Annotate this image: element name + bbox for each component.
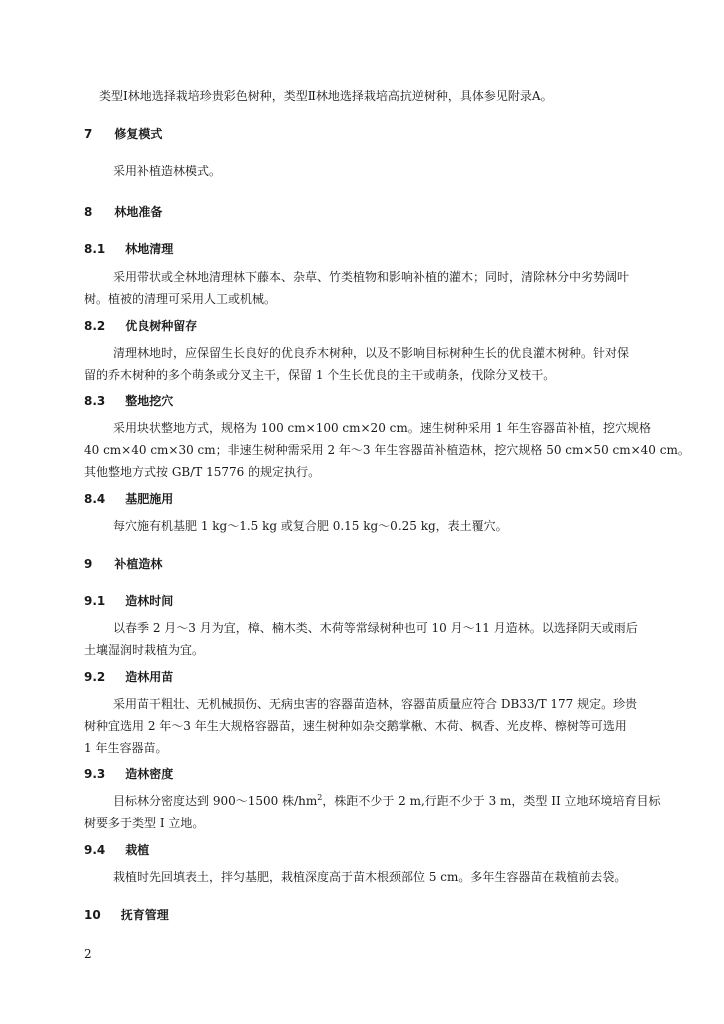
paragraph-8-3-line: 其他整地方式按 GB/T 15776 的规定执行。 <box>84 465 321 479</box>
section-title: 造林密度 <box>125 767 174 781</box>
section-title: 基肥施用 <box>125 492 174 506</box>
section-number: 9.2 <box>84 670 106 684</box>
section-title: 补植造林 <box>114 557 163 571</box>
section-number: 7 <box>84 127 93 141</box>
section-8-1-heading <box>84 241 173 257</box>
section-number: 8.2 <box>84 319 106 333</box>
section-number: 9.1 <box>84 594 106 608</box>
section-8-4-heading <box>84 491 173 507</box>
section-9-1-heading <box>84 593 173 609</box>
section-8-3-heading <box>84 393 173 409</box>
section-number: 8.4 <box>84 492 106 506</box>
section-10-heading <box>84 907 169 923</box>
section-title: 优良树种留存 <box>125 319 198 333</box>
section-number: 9 <box>84 557 93 571</box>
section-title: 林地准备 <box>114 205 163 219</box>
paragraph-9-3-line: 树要多于类型 I 立地。 <box>84 816 205 830</box>
paragraph-9-2-line: 树种宜选用 2 年～3 年生大规格容器苗，速生树种如杂交鹅掌楸、木荷、枫香、光皮桦、檫树等可选用 <box>84 719 627 733</box>
paragraph-9-3-line <box>113 793 661 809</box>
section-7-heading <box>84 126 162 142</box>
section-8-2-heading <box>84 318 197 334</box>
paragraph-site-type: 类型Ⅰ林地选择栽培珍贵彩色树种，类型Ⅱ林地选择栽培高抗逆树种，具体参见附录A。 <box>99 89 553 103</box>
paragraph-8-3-line: 40 cm×40 cm×30 cm；非速生树种需采用 2 年～3 年生容器苗补植造林，挖穴规格 50 cm×50 cm×40 cm。 <box>84 443 690 457</box>
spacing-text: ，株距不少于 2 m,行距不少于 3 m，类型 II 立地环境培育目标 <box>322 794 661 808</box>
section-9-3-heading <box>84 766 173 782</box>
section-9-4-heading <box>84 842 149 858</box>
section-8-heading <box>84 204 162 220</box>
paragraph-8-2-line: 留的乔木树种的多个萌条或分叉主干，保留 1 个生长优良的主干或萌条，伐除分叉枝干。 <box>84 368 556 382</box>
paragraph-8-1-line: 采用带状或全林地清理林下藤本、杂草、竹类植物和影响补植的灌木；同时，清除林分中劣势阔叶 <box>113 270 630 284</box>
section-9-2-heading <box>84 669 173 685</box>
section-number: 10 <box>84 908 101 922</box>
paragraph-9-1-line: 以春季 2 月～3 月为宜，樟、楠木类、木荷等常绿树种也可 10 月～11 月造林。以选择阴天或雨后 <box>113 621 638 635</box>
paragraph-9-4: 栽植时先回填表土，拌匀基肥，栽植深度高于苗木根颈部位 5 cm。多年生容器苗在栽植前去袋。 <box>113 870 627 884</box>
section-number: 8.3 <box>84 394 106 408</box>
section-title: 修复模式 <box>114 127 163 141</box>
section-number: 8 <box>84 205 93 219</box>
section-title: 整地挖穴 <box>125 394 174 408</box>
paragraph-8-3-line: 采用块状整地方式，规格为 100 cm×100 cm×20 cm。速生树种采用 1 年生容器苗补植，挖穴规格 <box>113 421 652 435</box>
paragraph-9-1-line: 土壤湿润时栽植为宜。 <box>84 643 205 657</box>
section-title: 抚育管理 <box>120 908 169 922</box>
section-title: 林地清理 <box>125 242 174 256</box>
density-text: 目标林分密度达到 900～1500 株/hm <box>113 794 318 808</box>
paragraph-8-2-line: 清理林地时，应保留生长良好的优良乔木树种，以及不影响目标树种生长的优良灌木树种。针对保 <box>113 346 630 360</box>
section-title: 栽植 <box>125 843 150 857</box>
paragraph-8-4: 每穴施有机基肥 1 kg～1.5 kg 或复合肥 0.15 kg～0.25 kg，表土覆穴。 <box>113 519 508 533</box>
paragraph-8-1-line: 树。植被的清理可采用人工或机械。 <box>84 292 277 306</box>
paragraph-9-2-line: 1 年生容器苗。 <box>84 741 168 755</box>
section-number: 9.4 <box>84 843 106 857</box>
section-number: 9.3 <box>84 767 106 781</box>
section-9-heading <box>84 556 162 572</box>
section-number: 8.1 <box>84 242 106 256</box>
page-number: 2 <box>84 947 92 961</box>
paragraph-7: 采用补植造林模式。 <box>113 164 222 178</box>
paragraph-9-2-line: 采用苗干粗壮、无机械损伤、无病虫害的容器苗造林，容器苗质量应符合 DB33/T 177 规定。珍贵 <box>113 697 638 711</box>
section-title: 造林用苗 <box>125 670 174 684</box>
superscript-2: 2 <box>317 793 323 802</box>
section-title: 造林时间 <box>125 594 174 608</box>
